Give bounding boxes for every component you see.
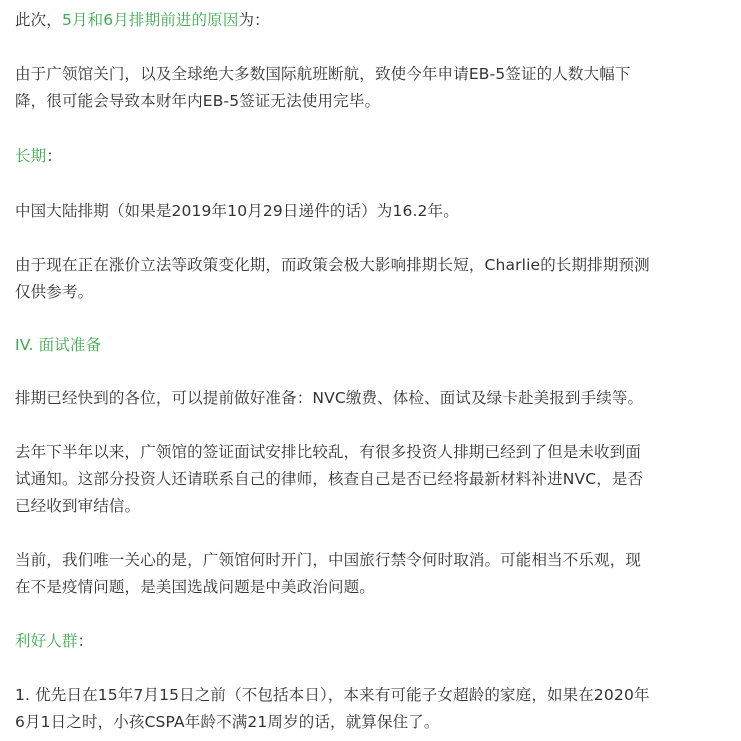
para6-line1: 当前，我们唯一关心的是，广领馆何时开门，中国旅行禁令何时取消。可能相当不乐观，现 (15, 551, 642, 569)
para4: 排期已经快到的各位，可以提前做好准备：NVC缴费、体检、面试及绿卡赴美报到手续等。 (15, 389, 644, 407)
beneficiaries-heading-line (15, 629, 93, 653)
item1-line1: 1. 优先日在15年7月15日之前（不包括本日），本来有可能子女超龄的家庭，如果在2020年 (15, 686, 650, 704)
intro-suffix: 为： (238, 11, 270, 29)
long-term-colon: ： (46, 147, 62, 165)
beneficiaries-heading: 利好人群 (15, 632, 78, 650)
intro-line (15, 8, 270, 32)
section4-heading: IV. 面试准备 (15, 336, 102, 354)
beneficiaries-colon: ： (77, 632, 94, 650)
long-term-heading: 长期 (15, 147, 47, 165)
para5-line2: 试通知。这部分投资人还请联系自己的律师，核查自己是否已经将最新材料补进NVC，是否 (15, 470, 644, 488)
para5-line3: 已经收到审结信。 (15, 497, 141, 515)
para3-line2: 仅供参考。 (15, 283, 94, 301)
intro-highlight: 5月和6月排期前进的原因 (61, 11, 239, 29)
para5-line1: 去年下半年以来，广领馆的签证面试安排比较乱，有很多投资人排期已经到了但是未收到面 (15, 443, 642, 461)
para6-line2: 在不是疫情问题，是美国选战问题是中美政治问题。 (15, 578, 375, 596)
intro-prefix: 此次， (15, 11, 62, 29)
para1-line1: 由于广领馆关门，以及全球绝大多数国际航班断航，致使今年申请EB-5签证的人数大幅下 (15, 65, 631, 83)
item1-line2: 6月1日之时，小孩CSPA年龄不满21周岁的话，就算保住了。 (15, 713, 440, 731)
para1-line2: 降，很可能会导致本财年内EB-5签证无法使用完毕。 (15, 92, 381, 110)
para2: 中国大陆排期（如果是2019年10月29日递件的话）为16.2年。 (15, 202, 459, 220)
long-term-heading-line (15, 144, 62, 168)
para3-line1: 由于现在正在涨价立法等政策变化期，而政策会极大影响排期长短，Charlie的长期排期预测 (15, 256, 650, 274)
